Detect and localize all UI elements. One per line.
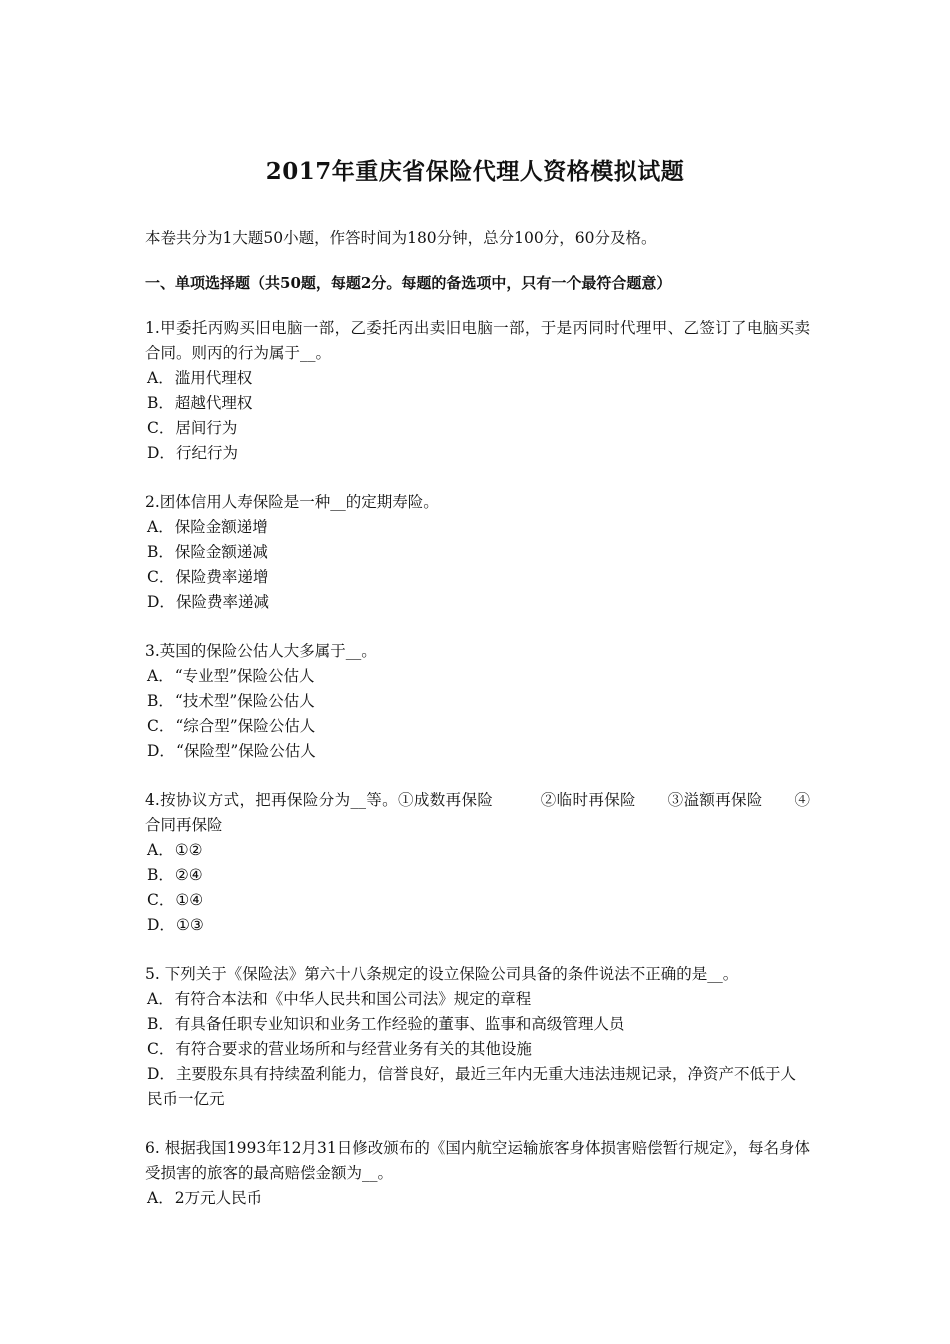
option-text: 行纪行为 [175, 444, 238, 462]
option-d [145, 913, 810, 938]
option-key: C． [147, 419, 175, 437]
option-text: “保险型”保险公估人 [175, 742, 316, 760]
option-text: 有符合本法和《中华人民共和国公司法》规定的章程 [174, 990, 532, 1008]
option-list [145, 664, 810, 764]
option-key: B． [147, 1015, 174, 1033]
option-list [145, 366, 810, 466]
option-a [145, 987, 810, 1012]
option-list [145, 838, 810, 938]
option-text: “技术型”保险公估人 [174, 692, 315, 710]
question-stem: 4.按协议方式，把再保险分为__等。①成数再保险 ②临时再保险 ③溢额再保险 ④合同再保险 [145, 791, 810, 834]
option-d [145, 590, 810, 615]
option-key: C． [147, 891, 175, 909]
option-text: “专业型”保险公估人 [174, 667, 315, 685]
option-key: D． [147, 916, 175, 934]
option-text: ①④ [175, 891, 204, 909]
option-key: D． [147, 1065, 175, 1083]
option-c [145, 1037, 810, 1062]
question-6 [145, 1136, 810, 1211]
option-list [145, 515, 810, 615]
option-key: B． [147, 692, 174, 710]
option-key: D． [147, 593, 175, 611]
option-text: 滥用代理权 [174, 369, 253, 387]
question-4 [145, 788, 810, 938]
option-text: 保险费率递减 [175, 593, 269, 611]
option-key: A． [147, 667, 174, 685]
option-key: A． [147, 990, 174, 1008]
option-a [145, 515, 810, 540]
document-title: 2017年重庆省保险代理人资格模拟试题 [265, 158, 685, 185]
option-text: 有符合要求的营业场所和与经营业务有关的其他设施 [175, 1040, 532, 1058]
question-stem: 5. 下列关于《保险法》第六十八条规定的设立保险公司具备的条件说法不正确的是__。 [145, 965, 739, 983]
question-stem: 2.团体信用人寿保险是一种__的定期寿险。 [145, 493, 439, 511]
option-d [145, 739, 810, 764]
option-text: 保险费率递增 [175, 568, 269, 586]
option-text: “综合型”保险公估人 [175, 717, 316, 735]
option-key: C． [147, 1040, 175, 1058]
option-key: C． [147, 717, 175, 735]
option-key: A． [147, 841, 174, 859]
option-key: C． [147, 568, 175, 586]
question-5 [145, 962, 810, 1112]
document-body [145, 226, 810, 1235]
option-text: ①③ [175, 916, 204, 934]
option-b [145, 540, 810, 565]
option-key: A． [147, 369, 174, 387]
option-key: B． [147, 866, 174, 884]
option-d [145, 441, 810, 466]
option-text: ②④ [174, 866, 203, 884]
question-stem: 3.英国的保险公估人大多属于__。 [145, 642, 377, 660]
option-key: D． [147, 444, 175, 462]
option-text: 主要股东具有持续盈利能力，信誉良好，最近三年内无重大违法违规记录，净资产不低于人民币一亿元 [147, 1065, 796, 1108]
question-stem: 6. 根据我国1993年12月31日修改颁布的《国内航空运输旅客身体损害赔偿暂行规定》，每名身体受损害的旅客的最高赔偿金额为__。 [145, 1139, 810, 1182]
option-text: 保险金额递增 [174, 518, 268, 536]
option-text: 有具备任职专业知识和业务工作经验的董事、监事和高级管理人员 [174, 1015, 625, 1033]
option-b [145, 689, 810, 714]
option-a [145, 1186, 810, 1211]
option-text: 保险金额递减 [174, 543, 268, 561]
option-c [145, 714, 810, 739]
question-3 [145, 639, 810, 764]
option-text: 居间行为 [175, 419, 238, 437]
option-key: D． [147, 742, 175, 760]
option-key: A． [147, 1189, 174, 1207]
option-d [145, 1062, 810, 1112]
option-key: B． [147, 394, 174, 412]
option-c [145, 565, 810, 590]
option-key: B． [147, 543, 174, 561]
section-heading: 一、单项选择题（共50题，每题2分。每题的备选项中，只有一个最符合题意） [145, 274, 672, 292]
option-text: 2万元人民币 [174, 1189, 263, 1207]
option-list [145, 1186, 810, 1211]
option-b [145, 391, 810, 416]
question-2 [145, 490, 810, 615]
option-list [145, 987, 810, 1112]
question-stem: 1.甲委托丙购买旧电脑一部，乙委托丙出卖旧电脑一部，于是丙同时代理甲、乙签订了电脑买卖合同。则丙的行为属于__。 [145, 319, 810, 362]
option-b [145, 863, 810, 888]
exam-intro: 本卷共分为1大题50小题，作答时间为180分钟，总分100分，60分及格。 [145, 229, 657, 247]
option-a [145, 838, 810, 863]
option-c [145, 416, 810, 441]
option-text: ①② [174, 841, 203, 859]
option-a [145, 366, 810, 391]
option-c [145, 888, 810, 913]
option-text: 超越代理权 [174, 394, 253, 412]
question-1 [145, 316, 810, 466]
option-b [145, 1012, 810, 1037]
option-a [145, 664, 810, 689]
option-key: A． [147, 518, 174, 536]
